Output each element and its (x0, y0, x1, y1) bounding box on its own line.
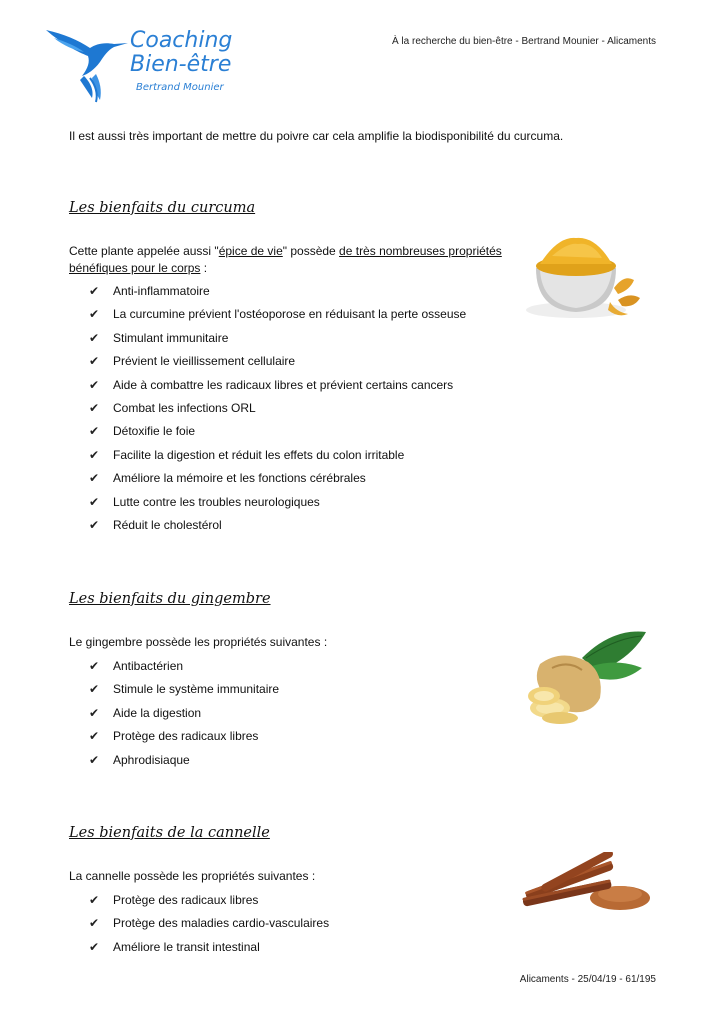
list-item-text: Améliore le transit intestinal (113, 939, 260, 954)
curcuma-paragraph (69, 243, 509, 277)
list-item (89, 682, 279, 705)
ginger-image (522, 628, 650, 728)
list-item (89, 753, 279, 776)
list-item-text: Stimulant immunitaire (113, 330, 229, 345)
curcuma-benefits-list (89, 284, 466, 541)
check-icon: ✔ (89, 354, 100, 369)
underlined-text: bénéfiques pour le corps (69, 261, 201, 275)
check-icon: ✔ (89, 494, 100, 509)
list-item (89, 331, 466, 354)
list-item-text: Anti-inflammatoire (113, 284, 210, 298)
check-icon: ✔ (89, 939, 100, 954)
list-item (89, 916, 329, 939)
check-icon: ✔ (89, 916, 100, 931)
list-item-text: Prévient le vieillissement cellulaire (113, 354, 296, 369)
list-item (89, 471, 466, 494)
section-title-curcuma: Les bienfaits du curcuma (69, 200, 256, 216)
list-item-text: Protège des radicaux libres (113, 893, 259, 907)
list-item-text: Protège des maladies cardio-vasculaires (113, 916, 330, 931)
check-icon: ✔ (89, 705, 100, 720)
list-item-text: Réduit le cholestérol (113, 517, 222, 532)
list-item (89, 424, 466, 447)
check-icon: ✔ (89, 377, 100, 392)
underlined-text: de très nombreuses propriétés (339, 244, 502, 258)
logo-title-line2: Bien-être (130, 52, 232, 77)
check-icon: ✔ (89, 517, 100, 532)
check-icon: ✔ (89, 330, 100, 345)
list-item (89, 448, 466, 471)
cinnamon-image (520, 852, 652, 916)
list-item-text: Facilite la digestion et réduit les effets du colon irritable (113, 447, 405, 462)
section-title-gingembre: Les bienfaits du gingembre (69, 591, 271, 607)
check-icon: ✔ (89, 729, 100, 744)
check-icon: ✔ (89, 659, 100, 673)
header-text: À la recherche du bien-être - Bertrand Mounier - Alicaments (391, 36, 656, 47)
logo-subtitle: Bertrand Mounier (136, 82, 224, 93)
list-item (89, 518, 466, 541)
list-item (89, 354, 466, 377)
list-item (89, 893, 329, 916)
footer-page-info: Alicaments - 25/04/19 - 61/195 (519, 974, 656, 985)
check-icon: ✔ (89, 752, 100, 767)
section-title-cannelle: Les bienfaits de la cannelle (69, 825, 270, 841)
check-icon: ✔ (89, 424, 100, 439)
list-item-text: Aide la digestion (113, 705, 202, 720)
check-icon: ✔ (89, 682, 100, 697)
gingembre-paragraph: Le gingembre possède les propriétés suivantes : (69, 635, 328, 649)
list-item-text: La curcumine prévient l'ostéoporose en réduisant la perte osseuse (113, 307, 467, 322)
list-item (89, 495, 466, 518)
check-icon: ✔ (89, 284, 100, 298)
intro-paragraph: Il est aussi très important de mettre du poivre car cela amplifie la biodisponibilité du curcuma. (69, 129, 564, 143)
list-item (89, 729, 279, 752)
list-item-text: Détoxifie le foie (113, 424, 196, 439)
underlined-text: épice de vie (218, 244, 283, 258)
list-item (89, 401, 466, 424)
logo-title-line1: Coaching (130, 28, 233, 53)
list-item (89, 659, 279, 682)
cannelle-paragraph: La cannelle possède les propriétés suivantes : (69, 869, 316, 883)
list-item (89, 706, 279, 729)
list-item-text: Aphrodisiaque (113, 752, 190, 767)
list-item (89, 378, 466, 401)
check-icon: ✔ (89, 307, 100, 322)
text-segment: : (200, 261, 208, 275)
cannelle-benefits-list (89, 893, 329, 963)
check-icon: ✔ (89, 893, 100, 907)
list-item-text: Antibactérien (113, 659, 184, 673)
gingembre-benefits-list (89, 659, 279, 776)
text-segment: Cette plante appelée aussi " (69, 244, 219, 258)
list-item-text: Stimule le système immunitaire (113, 682, 280, 697)
check-icon: ✔ (89, 447, 100, 462)
list-item (89, 940, 329, 963)
list-item (89, 284, 466, 307)
turmeric-bowl-image (518, 230, 646, 322)
list-item-text: Améliore la mémoire et les fonctions cérébrales (113, 471, 366, 486)
logo (44, 24, 244, 104)
check-icon: ✔ (89, 400, 100, 415)
hummingbird-icon (44, 24, 134, 104)
list-item-text: Aide à combattre les radicaux libres et prévient certains cancers (113, 377, 454, 392)
check-icon: ✔ (89, 471, 100, 486)
list-item-text: Combat les infections ORL (113, 400, 256, 415)
list-item-text: Protège des radicaux libres (113, 729, 259, 744)
list-item-text: Lutte contre les troubles neurologiques (113, 494, 320, 509)
list-item (89, 307, 466, 330)
text-segment: " possède (282, 244, 340, 258)
